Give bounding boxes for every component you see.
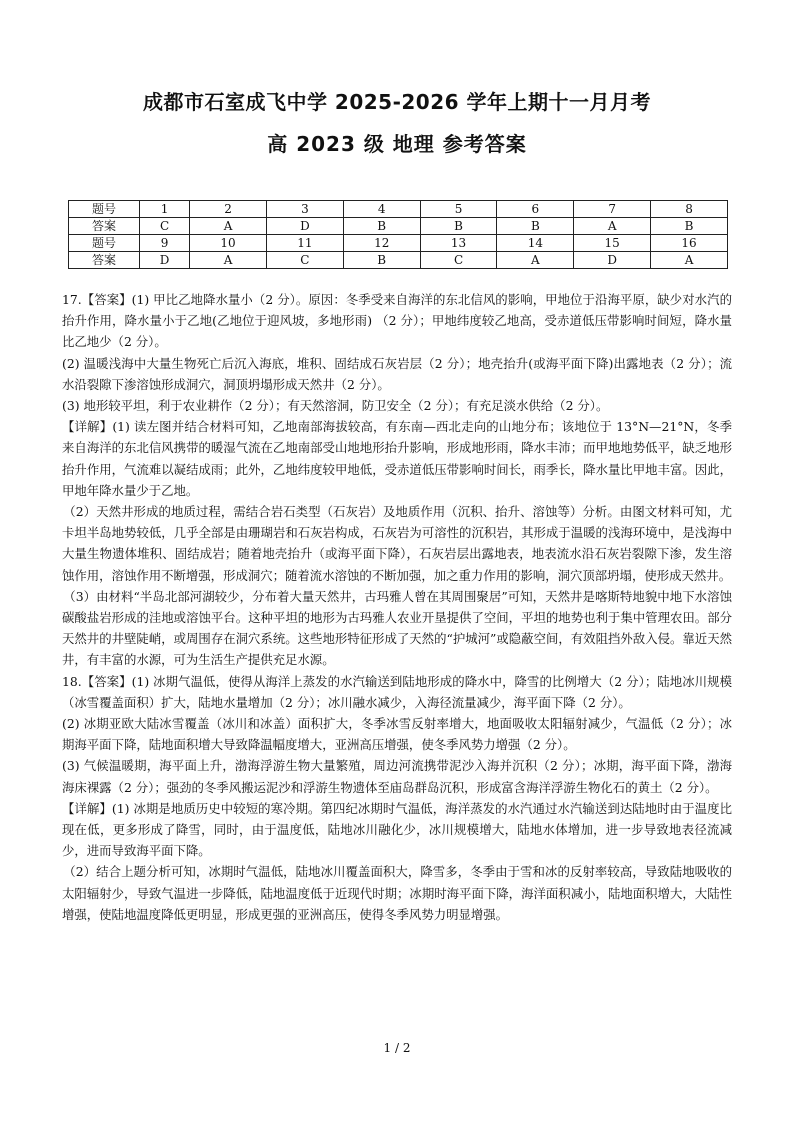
table-cell: D [140, 252, 190, 269]
table-row [69, 201, 728, 218]
exam-title: 成都市石室成飞中学 2025-2026 学年上期十一月月考 [142, 90, 652, 114]
table-cell: 5 [420, 201, 497, 218]
table-cell: 12 [343, 235, 420, 252]
table-cell: B [420, 218, 497, 235]
table-row [69, 252, 728, 269]
q17-detail-2: （2）天然井形成的地质过程，需结合岩石类型（石灰岩）及地质作用（沉积、抬升、溶蚀等）分析。由图文材料可知，尤卡坦半岛地势较低，几乎全部是由珊瑚岩和石灰岩构成，石灰岩为可溶性的沉积岩，其形成于温暖的浅海环境中，是浅海中大量生物遗体堆积、固结成岩；随着地壳抬升（或海平面下降），石灰岩层出露地表，地表流水沿石灰岩裂隙下渗，发生溶蚀作用，溶蚀作用不断增强，形成洞穴；随着流水溶蚀的不断加强，加之重力作用的影响，洞穴顶部坍塌，使形成天然井。 [62, 504, 732, 583]
table-row [69, 235, 728, 252]
table-cell: 14 [497, 235, 574, 252]
q17-detail-1: 【详解】(1) 读左图并结合材料可知，乙地南部海拔较高，有东南—西北走向的山地分布；该地位于 13°N—21°N，冬季来自海洋的东北信风携带的暖湿气流在乙地南部受山地地形抬升影响，形成地形雨，降水丰沛；而甲地地势低平，缺乏地形抬升作用，气流难以凝结成雨；此外，乙地纬度较甲地低，受赤道低压带影响时间长，雨季长，降水量比甲地丰富。因此，甲地年降水量少于乙地。 [62, 419, 732, 498]
row-label: 题号 [69, 201, 140, 218]
q18-answer-1: 18.【答案】(1) 冰期气温低，使得从海洋上蒸发的水汽输送到陆地形成的降水中，降雪的比例增大（2 分）；陆地冰川规模（冰雪覆盖面积）扩大，陆地水量增加（2 分）；冰川融水减少，入海径流量减少，海平面下降（2 分）。 [62, 673, 732, 710]
table-cell: D [574, 252, 651, 269]
q18-detail-2: （2）结合上题分析可知，冰期时气温低，陆地冰川覆盖面积大，降雪多，冬季由于雪和冰的反射率较高，导致陆地吸收的太阳辐射少，导致气温进一步降低，陆地温度低于近现代时期；冰期时海平面下降，海洋面积减小，陆地面积增大，大陆性增强，使陆地温度降低更明显，形成更强的亚洲高压，使得冬季风势力明显增强。 [62, 864, 732, 922]
table-cell: 11 [266, 235, 343, 252]
table-cell: 9 [140, 235, 190, 252]
page-number: 1 / 2 [383, 1041, 411, 1055]
q17-answer-2: (2) 温暖浅海中大量生物死亡后沉入海底，堆积、固结成石灰岩层（2 分）；地壳抬升(或海平面下降)出露地表（2 分）；流水沿裂隙下渗溶蚀形成洞穴，洞顶坍塌形成天然井（2 分）。 [62, 355, 732, 392]
table-cell: C [266, 252, 343, 269]
exam-subtitle: 高 2023 级 地理 参考答案 [267, 132, 527, 156]
table-cell: B [343, 218, 420, 235]
q18-answer-3: (3) 气候温暖期，海平面上升，渤海浮游生物大量繁殖，周边河流携带泥沙入海并沉积（2 分）；冰期，海平面下降，渤海海床裸露（2 分）；强劲的冬季风搬运泥沙和浮游生物遗体至庙岛群岛沉积，形成富含海洋浮游生物化石的黄土（2 分）。 [62, 758, 732, 795]
table-cell: D [266, 218, 343, 235]
q17-answer-1: 17.【答案】(1) 甲比乙地降水量小（2 分）。原因：冬季受来自海洋的东北信风的影响，甲地位于沿海平原，缺少对水汽的抬升作用，降水量小于乙地(乙地位于迎风坡，多地形雨) （2 分）；甲地纬度较乙地高，受赤道低压带影响时间短，降水量比乙地少（2 分）。 [62, 292, 732, 350]
table-cell: 1 [140, 201, 190, 218]
table-cell: A [651, 252, 728, 269]
table-row [69, 218, 728, 235]
q18-detail-1: 【详解】(1) 冰期是地质历史中较短的寒冷期。第四纪冰期时气温低，海洋蒸发的水汽通过水汽输送到达陆地时由于温度比现在低，更多形成了降雪，同时，由于温度低，陆地冰川融化少，冰川规模增大，陆地水体增加，进一步导致地表径流减少，进而导致海平面下降。 [62, 800, 732, 859]
table-cell: 7 [574, 201, 651, 218]
table-cell: 3 [266, 201, 343, 218]
table-cell: A [497, 252, 574, 269]
table-cell: 10 [190, 235, 267, 252]
table-cell: C [140, 218, 190, 235]
q18-answer-2: (2) 冰期亚欧大陆冰雪覆盖（冰川和冰盖）面积扩大，冬季冰雪反射率增大，地面吸收太阳辐射减少，气温低（2 分）；冰期海平面下降，陆地面积增大导致降温幅度增大，亚洲高压增强，使冬季风势力增强（2 分）。 [62, 716, 732, 753]
row-label: 答案 [69, 218, 140, 235]
table-cell: 15 [574, 235, 651, 252]
table-cell: A [190, 218, 267, 235]
table-cell: 4 [343, 201, 420, 218]
table-cell: 2 [190, 201, 267, 218]
table-cell: C [420, 252, 497, 269]
q17-detail-3: （3）由材料“半岛北部河湖较少，分布着大量天然井，古玛雅人曾在其周围聚居”可知，天然井是喀斯特地貌中地下水溶蚀碳酸盐岩形成的洼地或溶蚀平台。这种平坦的地形为古玛雅人农业开垦提供了空间，平坦的地势也利于集中管理农田。部分天然井的井壁陡峭，或周围存在洞穴系统。这些地形特征形成了天然的“护城河”或隐蔽空间，有效阻挡外敌入侵。靠近天然井，有丰富的水源，可为生活生产提供充足水源。 [62, 588, 732, 668]
row-label: 答案 [69, 252, 140, 269]
answer-content [62, 289, 732, 925]
table-cell: B [651, 218, 728, 235]
table-cell: A [574, 218, 651, 235]
table-cell: 8 [651, 201, 728, 218]
table-cell: 13 [420, 235, 497, 252]
table-cell: 6 [497, 201, 574, 218]
q17-answer-3: (3) 地形较平坦，利于农业耕作（2 分）；有天然溶洞，防卫安全（2 分）；有充足淡水供给（2 分）。 [62, 398, 609, 414]
answer-table [68, 200, 728, 269]
table-cell: B [497, 218, 574, 235]
table-cell: A [190, 252, 267, 269]
table-cell: 16 [651, 235, 728, 252]
table-cell: B [343, 252, 420, 269]
row-label: 题号 [69, 235, 140, 252]
